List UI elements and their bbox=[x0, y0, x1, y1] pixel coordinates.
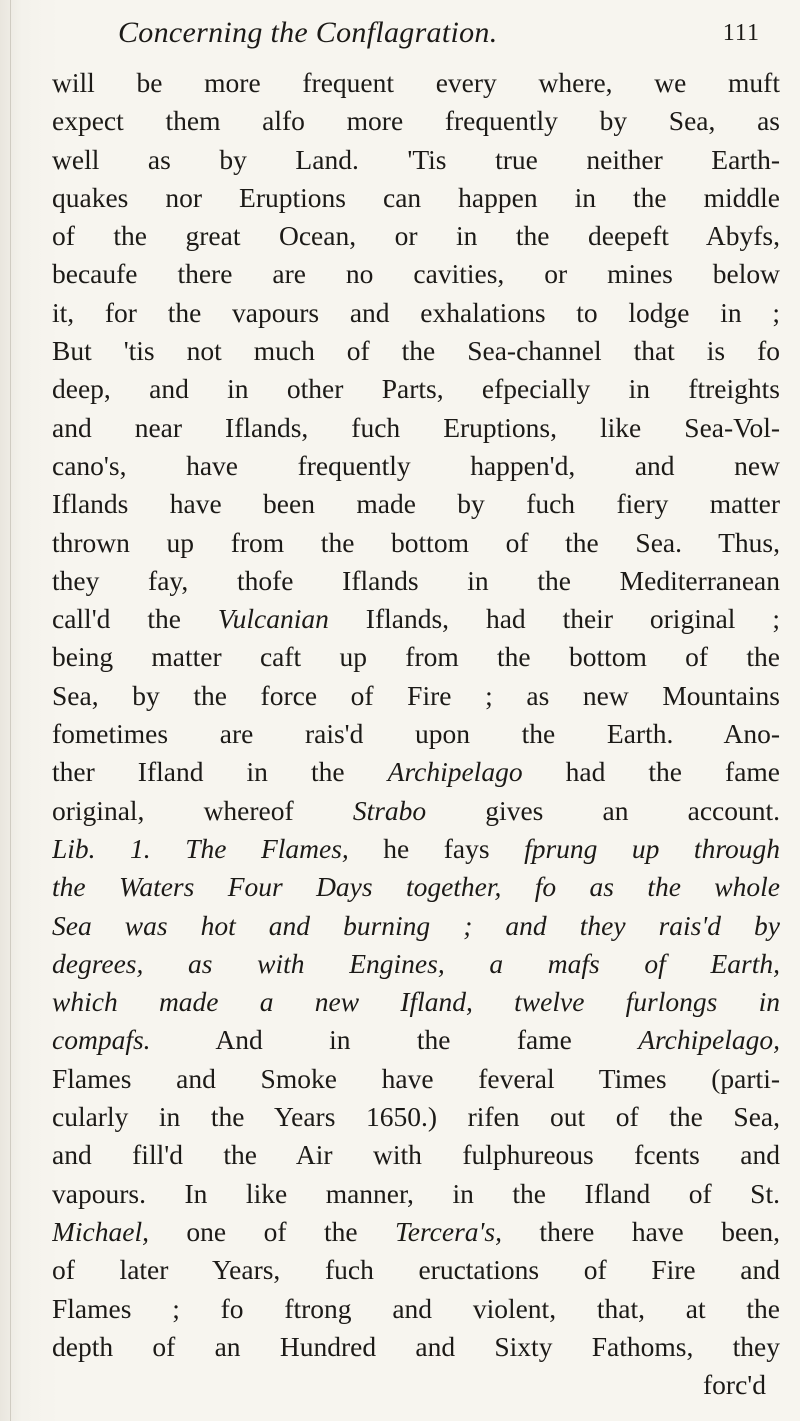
text-segment: Iflands, had their original ; bbox=[328, 603, 780, 635]
text-line bbox=[52, 447, 780, 485]
text-line bbox=[52, 1098, 780, 1136]
text-line bbox=[52, 715, 780, 753]
text-line bbox=[52, 524, 780, 562]
text-line bbox=[52, 638, 780, 676]
text-line bbox=[52, 1251, 780, 1289]
text-segment: depth of an Hundred and Sixty Fathoms, they bbox=[52, 1330, 780, 1362]
text-segment: cularly in the Years 1650.) rifen out of the Sea, bbox=[52, 1101, 780, 1133]
text-segment: Sea, by the force of Fire ; as new Mountains bbox=[52, 679, 780, 711]
text-segment: had the fame bbox=[522, 756, 780, 788]
text-segment: thrown up from the bottom of the Sea. Thus, bbox=[52, 526, 780, 558]
italic-text-segment: Lib. 1. The bbox=[52, 832, 261, 864]
text-line bbox=[52, 983, 780, 1021]
italic-text-segment: which made a new Ifland, twelve furlongs in bbox=[52, 986, 780, 1018]
body-text bbox=[52, 64, 780, 1404]
text-line bbox=[52, 1136, 780, 1174]
text-line bbox=[52, 141, 780, 179]
text-line bbox=[52, 945, 780, 983]
text-segment: it, for the vapours and exhalations to lodge in ; bbox=[52, 296, 780, 328]
italic-text-segment: the Waters Four Days together, fo as the whole bbox=[52, 871, 780, 903]
text-line bbox=[52, 600, 780, 638]
text-line bbox=[52, 294, 780, 332]
text-segment: original, whereof bbox=[52, 794, 353, 826]
italic-text-segment: fprung up through bbox=[524, 832, 780, 864]
italic-text-segment: compafs. bbox=[52, 1024, 151, 1056]
text-segment: becaufe there are no cavities, or mines below bbox=[52, 258, 780, 290]
text-line bbox=[52, 753, 780, 791]
text-line bbox=[52, 907, 780, 945]
text-line bbox=[52, 1060, 780, 1098]
text-line bbox=[52, 102, 780, 140]
text-segment: gives an account. bbox=[426, 794, 780, 826]
italic-text-segment: Flames, bbox=[260, 832, 349, 864]
text-line bbox=[52, 485, 780, 523]
italic-text-segment: degrees, as with Engines, a mafs of Earth, bbox=[52, 947, 780, 979]
text-segment: Iflands have been made by fuch fiery matter bbox=[52, 488, 780, 520]
text-line bbox=[52, 792, 780, 830]
text-segment: Flames ; fo ftrong and violent, that, at the bbox=[52, 1292, 780, 1324]
text-segment: Flames and Smoke have feveral Times (parti- bbox=[52, 1062, 780, 1094]
text-segment: and fill'd the Air with fulphureous fcents and bbox=[52, 1139, 780, 1171]
text-segment: they fay, thofe Iflands in the Mediterranean bbox=[52, 564, 780, 596]
text-segment: quakes nor Eruptions can happen in the middle bbox=[52, 181, 780, 213]
italic-text-segment: Sea was hot and burning ; and they rais'd by bbox=[52, 909, 780, 941]
italic-text-segment: Archipelago, bbox=[638, 1024, 780, 1056]
text-segment: And in the fame bbox=[150, 1024, 639, 1056]
italic-text-segment: Strabo bbox=[352, 794, 427, 826]
text-line bbox=[52, 562, 780, 600]
text-segment: one of the bbox=[148, 1215, 395, 1247]
text-segment: of the great Ocean, or in the deepeft Abyfs, bbox=[52, 220, 780, 252]
text-segment: of later Years, fuch eructations of Fire and bbox=[52, 1254, 780, 1286]
text-segment: and near Iflands, fuch Eruptions, like Sea-Vol- bbox=[52, 411, 780, 443]
text-line bbox=[52, 677, 780, 715]
text-line bbox=[52, 64, 780, 102]
text-line bbox=[52, 370, 780, 408]
text-segment: cano's, have frequently happen'd, and new bbox=[52, 449, 780, 481]
text-line bbox=[52, 332, 780, 370]
text-segment: fometimes are rais'd upon the Earth. Ano- bbox=[52, 718, 780, 750]
text-segment: well as by Land. 'Tis true neither Earth- bbox=[52, 143, 780, 175]
page-header bbox=[118, 14, 760, 68]
italic-text-segment: Vulcanian bbox=[217, 603, 329, 635]
text-line bbox=[52, 409, 780, 447]
text-line bbox=[52, 179, 780, 217]
text-line bbox=[52, 1366, 780, 1404]
italic-text-segment: Michael, bbox=[52, 1215, 149, 1247]
text-segment: he fays bbox=[348, 832, 525, 864]
text-segment: expect them alfo more frequently by Sea, as bbox=[52, 105, 780, 137]
italic-text-segment: Tercera's, bbox=[395, 1215, 502, 1247]
text-line bbox=[52, 1328, 780, 1366]
text-line bbox=[52, 830, 780, 868]
text-line bbox=[52, 1175, 780, 1213]
text-line bbox=[52, 217, 780, 255]
gutter-edge bbox=[10, 0, 11, 1421]
italic-text-segment: Archipelago bbox=[387, 756, 523, 788]
text-segment: will be more frequent every where, we muft bbox=[52, 67, 780, 98]
page-number: 111 bbox=[722, 20, 760, 46]
text-line bbox=[52, 1021, 780, 1059]
text-line bbox=[52, 868, 780, 906]
text-segment: forc'd bbox=[703, 1369, 766, 1401]
text-segment: vapours. In like manner, in the Ifland of St. bbox=[52, 1177, 780, 1209]
text-segment: deep, and in other Parts, efpecially in ftreights bbox=[52, 373, 780, 405]
text-line bbox=[52, 255, 780, 293]
text-line bbox=[52, 1213, 780, 1251]
running-title: Concerning the Conflagration. bbox=[118, 16, 498, 49]
text-segment: But 'tis not much of the Sea-channel that is fo bbox=[52, 335, 780, 367]
text-line bbox=[52, 1290, 780, 1328]
text-segment: being matter caft up from the bottom of the bbox=[52, 641, 780, 673]
text-segment: call'd the bbox=[52, 603, 218, 635]
text-segment: ther Ifland in the bbox=[52, 756, 388, 788]
text-segment: there have been, bbox=[501, 1215, 780, 1247]
